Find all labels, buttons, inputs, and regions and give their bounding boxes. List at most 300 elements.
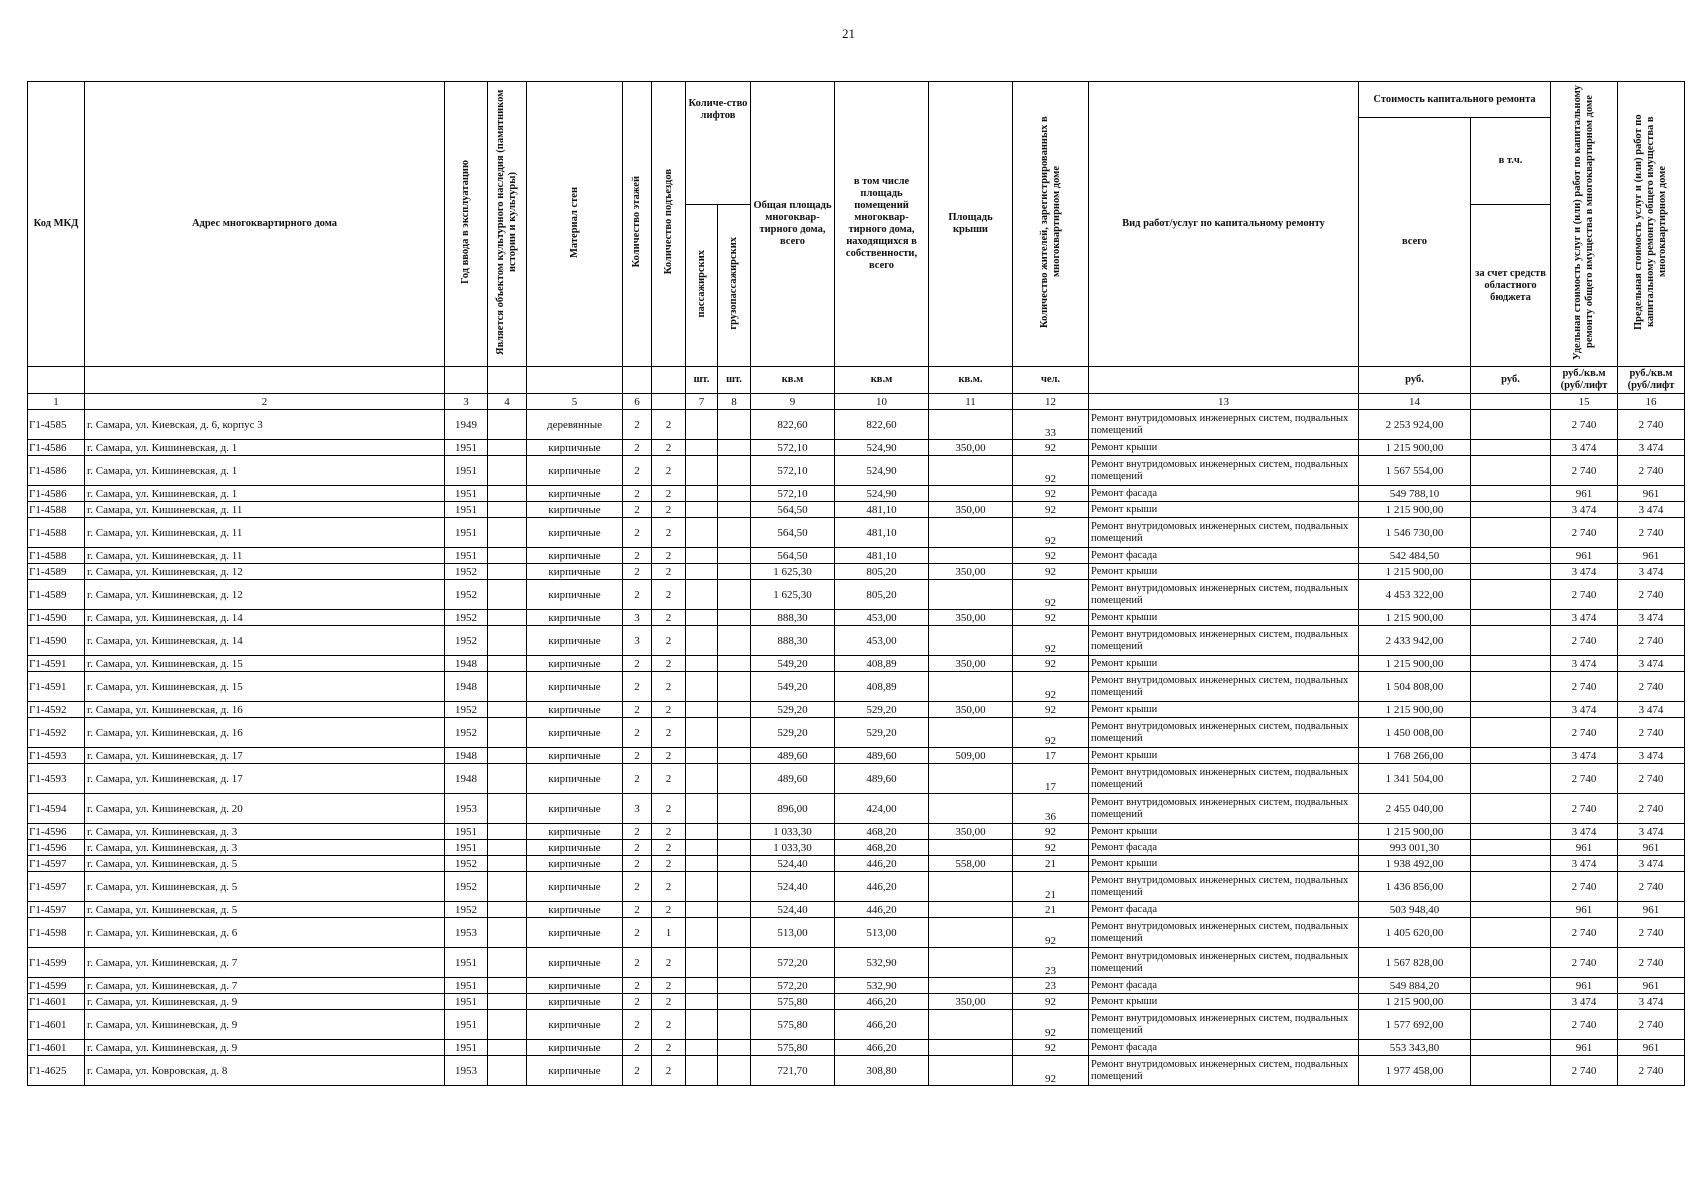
cell-lc <box>718 626 751 656</box>
table-body <box>28 410 1685 1086</box>
cell-lp <box>686 1056 718 1086</box>
cell-walls: кирпичные <box>527 902 623 918</box>
cell-entrances: 1 <box>652 918 686 948</box>
cell-roof <box>929 548 1013 564</box>
cell-walls: кирпичные <box>527 440 623 456</box>
cell-address: г. Самара, ул. Кишиневская, д. 15 <box>85 672 445 702</box>
cell-cost: 1 567 828,00 <box>1359 948 1471 978</box>
cell-year: 1953 <box>445 794 488 824</box>
cell-lc <box>718 486 751 502</box>
cell-heritage <box>488 1010 527 1040</box>
cell-lc <box>718 840 751 856</box>
cell-floors: 2 <box>623 824 652 840</box>
cell-address: г. Самара, ул. Кишиневская, д. 16 <box>85 702 445 718</box>
cell-entrances: 2 <box>652 502 686 518</box>
cell-cost: 1 215 900,00 <box>1359 656 1471 672</box>
cell-residents: 92 <box>1013 718 1089 748</box>
cell-heritage <box>488 794 527 824</box>
table-row <box>28 486 1685 502</box>
cell-work: Ремонт внутридомовых инженерных систем, подвальных помещений <box>1089 1010 1359 1040</box>
cell-residents: 23 <box>1013 978 1089 994</box>
cell-residents: 92 <box>1013 502 1089 518</box>
cell-unit: 2 740 <box>1551 410 1618 440</box>
cell-lp <box>686 824 718 840</box>
cell-regional <box>1471 518 1551 548</box>
cell-address: г. Самара, ул. Кишиневская, д. 5 <box>85 872 445 902</box>
cell-walls: кирпичные <box>527 1056 623 1086</box>
cell-floors: 2 <box>623 764 652 794</box>
cell-max: 3 474 <box>1618 824 1685 840</box>
cell-area: 1 625,30 <box>751 580 835 610</box>
cell-entrances: 2 <box>652 994 686 1010</box>
cell-address: г. Самара, ул. Кишиневская, д. 1 <box>85 486 445 502</box>
cell-unit: 2 740 <box>1551 580 1618 610</box>
cell-lp <box>686 1040 718 1056</box>
cell-max: 961 <box>1618 548 1685 564</box>
cell-unit: 2 740 <box>1551 1056 1618 1086</box>
unit-roof-area: кв.м. <box>929 367 1013 394</box>
cell-max: 2 740 <box>1618 764 1685 794</box>
cell-regional <box>1471 626 1551 656</box>
cell-floors: 2 <box>623 410 652 440</box>
repair-table-container <box>27 81 1685 1086</box>
table-row <box>28 702 1685 718</box>
cell-entrances: 2 <box>652 856 686 872</box>
cell-lp <box>686 902 718 918</box>
cell-unit: 3 474 <box>1551 610 1618 626</box>
cell-area: 575,80 <box>751 1040 835 1056</box>
cell-lp <box>686 410 718 440</box>
cell-floors: 2 <box>623 994 652 1010</box>
cell-walls: кирпичные <box>527 856 623 872</box>
cell-entrances: 2 <box>652 764 686 794</box>
cell-kod: Г1-4589 <box>28 564 85 580</box>
cell-year: 1952 <box>445 718 488 748</box>
cell-heritage <box>488 702 527 718</box>
cell-owned: 446,20 <box>835 856 929 872</box>
cell-year: 1951 <box>445 456 488 486</box>
cell-year: 1948 <box>445 672 488 702</box>
cell-entrances: 2 <box>652 840 686 856</box>
cell-lc <box>718 764 751 794</box>
header-address: Адрес многоквартирного дома <box>85 82 445 367</box>
cell-area: 564,50 <box>751 548 835 564</box>
cell-lc <box>718 1010 751 1040</box>
cell-entrances: 2 <box>652 978 686 994</box>
cell-address: г. Самара, ул. Кишиневская, д. 9 <box>85 1010 445 1040</box>
cell-heritage <box>488 518 527 548</box>
cell-heritage <box>488 872 527 902</box>
cell-lc <box>718 824 751 840</box>
column-number: 2 <box>85 394 445 410</box>
cell-lp <box>686 702 718 718</box>
column-number: 1 <box>28 394 85 410</box>
cell-lc <box>718 1056 751 1086</box>
cell-cost: 1 215 900,00 <box>1359 440 1471 456</box>
cell-address: г. Самара, ул. Кишиневская, д. 5 <box>85 856 445 872</box>
cell-kod: Г1-4601 <box>28 1040 85 1056</box>
cell-max: 2 740 <box>1618 626 1685 656</box>
cell-regional <box>1471 610 1551 626</box>
header-lifts: Количе-ство лифтов <box>686 82 751 205</box>
cell-unit: 2 740 <box>1551 626 1618 656</box>
cell-lc <box>718 548 751 564</box>
cell-heritage <box>488 840 527 856</box>
cell-walls: кирпичные <box>527 764 623 794</box>
cell-cost: 1 215 900,00 <box>1359 564 1471 580</box>
cell-unit: 3 474 <box>1551 994 1618 1010</box>
repair-table <box>27 81 1685 1086</box>
cell-work: Ремонт крыши <box>1089 702 1359 718</box>
cell-owned: 453,00 <box>835 626 929 656</box>
cell-address: г. Самара, ул. Кишиневская, д. 12 <box>85 580 445 610</box>
cell-work: Ремонт крыши <box>1089 440 1359 456</box>
cell-kod: Г1-4599 <box>28 978 85 994</box>
cell-unit: 2 740 <box>1551 672 1618 702</box>
cell-work: Ремонт внутридомовых инженерных систем, подвальных помещений <box>1089 456 1359 486</box>
cell-max: 2 740 <box>1618 410 1685 440</box>
cell-entrances: 2 <box>652 410 686 440</box>
cell-cost: 1 215 900,00 <box>1359 610 1471 626</box>
cell-owned: 481,10 <box>835 518 929 548</box>
cell-cost: 549 884,20 <box>1359 978 1471 994</box>
cell-roof: 350,00 <box>929 564 1013 580</box>
cell-area: 896,00 <box>751 794 835 824</box>
cell-roof <box>929 580 1013 610</box>
cell-residents: 92 <box>1013 610 1089 626</box>
cell-area: 572,10 <box>751 486 835 502</box>
cell-walls: кирпичные <box>527 1040 623 1056</box>
cell-lc <box>718 948 751 978</box>
cell-heritage <box>488 502 527 518</box>
cell-roof <box>929 764 1013 794</box>
table-row <box>28 794 1685 824</box>
cell-entrances: 2 <box>652 1056 686 1086</box>
cell-max: 2 740 <box>1618 1056 1685 1086</box>
cell-address: г. Самара, ул. Кишиневская, д. 6 <box>85 918 445 948</box>
cell-owned: 532,90 <box>835 978 929 994</box>
cell-address: г. Самара, ул. Кишиневская, д. 11 <box>85 548 445 564</box>
cell-roof <box>929 410 1013 440</box>
cell-kod: Г1-4592 <box>28 718 85 748</box>
table-row <box>28 748 1685 764</box>
table-row <box>28 978 1685 994</box>
cell-regional <box>1471 824 1551 840</box>
cell-work: Ремонт фасада <box>1089 978 1359 994</box>
column-number: 12 <box>1013 394 1089 410</box>
cell-heritage <box>488 564 527 580</box>
cell-walls: кирпичные <box>527 994 623 1010</box>
cell-unit: 3 474 <box>1551 748 1618 764</box>
cell-regional <box>1471 978 1551 994</box>
cell-area: 575,80 <box>751 994 835 1010</box>
cell-cost: 1 546 730,00 <box>1359 518 1471 548</box>
cell-area: 572,20 <box>751 948 835 978</box>
cell-work: Ремонт внутридомовых инженерных систем, подвальных помещений <box>1089 764 1359 794</box>
cell-residents: 92 <box>1013 994 1089 1010</box>
cell-entrances: 2 <box>652 1010 686 1040</box>
cell-roof: 350,00 <box>929 824 1013 840</box>
cell-walls: кирпичные <box>527 656 623 672</box>
cell-unit: 2 740 <box>1551 518 1618 548</box>
cell-regional <box>1471 918 1551 948</box>
cell-max: 3 474 <box>1618 702 1685 718</box>
cell-unit: 2 740 <box>1551 718 1618 748</box>
cell-kod: Г1-4589 <box>28 580 85 610</box>
cell-lp <box>686 718 718 748</box>
cell-max: 3 474 <box>1618 610 1685 626</box>
cell-address: г. Самара, ул. Кишиневская, д. 16 <box>85 718 445 748</box>
cell-lp <box>686 564 718 580</box>
cell-lp <box>686 748 718 764</box>
column-number: 3 <box>445 394 488 410</box>
cell-residents: 36 <box>1013 794 1089 824</box>
cell-roof: 350,00 <box>929 656 1013 672</box>
cell-roof <box>929 978 1013 994</box>
cell-unit: 961 <box>1551 978 1618 994</box>
cell-cost: 2 455 040,00 <box>1359 794 1471 824</box>
cell-lp <box>686 626 718 656</box>
cell-residents: 92 <box>1013 1056 1089 1086</box>
cell-heritage <box>488 580 527 610</box>
cell-roof <box>929 948 1013 978</box>
cell-owned: 446,20 <box>835 902 929 918</box>
cell-work: Ремонт крыши <box>1089 824 1359 840</box>
cell-owned: 408,89 <box>835 672 929 702</box>
cell-max: 2 740 <box>1618 1010 1685 1040</box>
cell-address: г. Самара, ул. Кишиневская, д. 15 <box>85 656 445 672</box>
cell-cost: 1 504 808,00 <box>1359 672 1471 702</box>
cell-residents: 21 <box>1013 856 1089 872</box>
cell-floors: 2 <box>623 872 652 902</box>
cell-max: 2 740 <box>1618 718 1685 748</box>
cell-work: Ремонт внутридомовых инженерных систем, подвальных помещений <box>1089 948 1359 978</box>
cell-cost: 1 215 900,00 <box>1359 702 1471 718</box>
cell-lc <box>718 748 751 764</box>
cell-floors: 2 <box>623 440 652 456</box>
cell-kod: Г1-4601 <box>28 994 85 1010</box>
cell-lp <box>686 918 718 948</box>
cell-kod: Г1-4625 <box>28 1056 85 1086</box>
header-cost-regional: за счет средств областного бюджета <box>1471 205 1551 367</box>
table-row <box>28 610 1685 626</box>
cell-address: г. Самара, ул. Кишиневская, д. 11 <box>85 518 445 548</box>
cell-residents: 92 <box>1013 626 1089 656</box>
header-unit-cost: Удельная стоимость услуг и (или) работ по капитальному ремонту общего имущества в многоквартирном доме <box>1551 82 1618 367</box>
cell-work: Ремонт крыши <box>1089 610 1359 626</box>
cell-lp <box>686 872 718 902</box>
cell-kod: Г1-4592 <box>28 702 85 718</box>
cell-residents: 17 <box>1013 764 1089 794</box>
cell-lp <box>686 456 718 486</box>
cell-walls: кирпичные <box>527 840 623 856</box>
cell-cost: 1 938 492,00 <box>1359 856 1471 872</box>
cell-max: 3 474 <box>1618 748 1685 764</box>
cell-roof <box>929 486 1013 502</box>
cell-kod: Г1-4588 <box>28 548 85 564</box>
cell-kod: Г1-4590 <box>28 610 85 626</box>
cell-lp <box>686 518 718 548</box>
cell-area: 822,60 <box>751 410 835 440</box>
cell-heritage <box>488 548 527 564</box>
cell-entrances: 2 <box>652 486 686 502</box>
cell-lc <box>718 856 751 872</box>
cell-owned: 466,20 <box>835 1010 929 1040</box>
cell-kod: Г1-4597 <box>28 902 85 918</box>
cell-area: 575,80 <box>751 1010 835 1040</box>
cell-heritage <box>488 486 527 502</box>
cell-lc <box>718 902 751 918</box>
cell-entrances: 2 <box>652 518 686 548</box>
cell-max: 2 740 <box>1618 948 1685 978</box>
cell-lc <box>718 410 751 440</box>
cell-address: г. Самара, ул. Ковровская, д. 8 <box>85 1056 445 1086</box>
cell-regional <box>1471 764 1551 794</box>
cell-regional <box>1471 486 1551 502</box>
cell-walls: кирпичные <box>527 748 623 764</box>
cell-cost: 1 977 458,00 <box>1359 1056 1471 1086</box>
cell-area: 549,20 <box>751 672 835 702</box>
table-row <box>28 824 1685 840</box>
cell-walls: кирпичные <box>527 580 623 610</box>
cell-owned: 805,20 <box>835 564 929 580</box>
cell-roof <box>929 840 1013 856</box>
cell-residents: 92 <box>1013 824 1089 840</box>
table-row <box>28 564 1685 580</box>
cell-cost: 1 567 554,00 <box>1359 456 1471 486</box>
cell-address: г. Самара, ул. Кишиневская, д. 20 <box>85 794 445 824</box>
cell-regional <box>1471 748 1551 764</box>
column-number: 15 <box>1551 394 1618 410</box>
cell-heritage <box>488 1056 527 1086</box>
unit-lifts-pass: шт. <box>686 367 718 394</box>
cell-lc <box>718 518 751 548</box>
table-row <box>28 872 1685 902</box>
cell-lc <box>718 580 751 610</box>
cell-regional <box>1471 672 1551 702</box>
cell-kod: Г1-4594 <box>28 794 85 824</box>
table-row <box>28 518 1685 548</box>
cell-residents: 92 <box>1013 548 1089 564</box>
cell-owned: 308,80 <box>835 1056 929 1086</box>
cell-lp <box>686 948 718 978</box>
cell-max: 3 474 <box>1618 994 1685 1010</box>
cell-lc <box>718 702 751 718</box>
cell-unit: 3 474 <box>1551 824 1618 840</box>
cell-max: 3 474 <box>1618 440 1685 456</box>
cell-residents: 92 <box>1013 580 1089 610</box>
cell-walls: кирпичные <box>527 626 623 656</box>
header-work-type: Вид работ/услуг по капитальному ремонту <box>1089 82 1359 367</box>
cell-heritage <box>488 672 527 702</box>
cell-unit: 961 <box>1551 840 1618 856</box>
cell-residents: 33 <box>1013 410 1089 440</box>
table-row <box>28 902 1685 918</box>
cell-area: 524,40 <box>751 856 835 872</box>
cell-year: 1951 <box>445 518 488 548</box>
table-row <box>28 410 1685 440</box>
cell-lc <box>718 978 751 994</box>
cell-kod: Г1-4585 <box>28 410 85 440</box>
cell-kod: Г1-4597 <box>28 856 85 872</box>
cell-address: г. Самара, ул. Кишиневская, д. 7 <box>85 978 445 994</box>
cell-regional <box>1471 872 1551 902</box>
cell-lp <box>686 610 718 626</box>
cell-entrances: 2 <box>652 626 686 656</box>
cell-walls: кирпичные <box>527 948 623 978</box>
cell-work: Ремонт внутридомовых инженерных систем, подвальных помещений <box>1089 410 1359 440</box>
cell-address: г. Самара, ул. Кишиневская, д. 11 <box>85 502 445 518</box>
cell-floors: 2 <box>623 502 652 518</box>
cell-roof <box>929 626 1013 656</box>
cell-entrances: 2 <box>652 548 686 564</box>
cell-owned: 424,00 <box>835 794 929 824</box>
cell-unit: 961 <box>1551 548 1618 564</box>
cell-kod: Г1-4593 <box>28 748 85 764</box>
cell-floors: 2 <box>623 918 652 948</box>
cell-unit: 961 <box>1551 486 1618 502</box>
cell-heritage <box>488 456 527 486</box>
cell-regional <box>1471 564 1551 580</box>
cell-lp <box>686 840 718 856</box>
cell-residents: 92 <box>1013 656 1089 672</box>
cell-lc <box>718 718 751 748</box>
cell-owned: 529,20 <box>835 702 929 718</box>
cell-work: Ремонт внутридомовых инженерных систем, подвальных помещений <box>1089 872 1359 902</box>
cell-max: 2 740 <box>1618 672 1685 702</box>
cell-owned: 466,20 <box>835 1040 929 1056</box>
page-number: 21 <box>842 26 855 41</box>
cell-owned: 524,90 <box>835 456 929 486</box>
table-row <box>28 764 1685 794</box>
cell-work: Ремонт крыши <box>1089 656 1359 672</box>
cell-heritage <box>488 824 527 840</box>
cell-residents: 21 <box>1013 902 1089 918</box>
cell-entrances: 2 <box>652 580 686 610</box>
cell-work: Ремонт внутридомовых инженерных систем, подвальных помещений <box>1089 626 1359 656</box>
cell-regional <box>1471 456 1551 486</box>
cell-owned: 805,20 <box>835 580 929 610</box>
cell-roof: 350,00 <box>929 610 1013 626</box>
cell-unit: 2 740 <box>1551 918 1618 948</box>
cell-work: Ремонт внутридомовых инженерных систем, подвальных помещений <box>1089 918 1359 948</box>
cell-address: г. Самара, ул. Киевская, д. 6, корпус 3 <box>85 410 445 440</box>
cell-walls: кирпичные <box>527 702 623 718</box>
cell-heritage <box>488 610 527 626</box>
column-number: 9 <box>751 394 835 410</box>
cell-walls: кирпичные <box>527 456 623 486</box>
cell-address: г. Самара, ул. Кишиневская, д. 9 <box>85 1040 445 1056</box>
cell-roof <box>929 1056 1013 1086</box>
cell-lp <box>686 672 718 702</box>
cell-floors: 2 <box>623 672 652 702</box>
cell-year: 1951 <box>445 948 488 978</box>
cell-area: 888,30 <box>751 610 835 626</box>
cell-regional <box>1471 580 1551 610</box>
cell-max: 2 740 <box>1618 872 1685 902</box>
cell-lc <box>718 440 751 456</box>
cell-residents: 92 <box>1013 1040 1089 1056</box>
table-row <box>28 994 1685 1010</box>
cell-kod: Г1-4597 <box>28 872 85 902</box>
cell-kod: Г1-4588 <box>28 518 85 548</box>
cell-year: 1951 <box>445 486 488 502</box>
cell-owned: 529,20 <box>835 718 929 748</box>
cell-work: Ремонт внутридомовых инженерных систем, подвальных помещений <box>1089 580 1359 610</box>
cell-max: 2 740 <box>1618 580 1685 610</box>
cell-heritage <box>488 626 527 656</box>
cell-year: 1952 <box>445 872 488 902</box>
